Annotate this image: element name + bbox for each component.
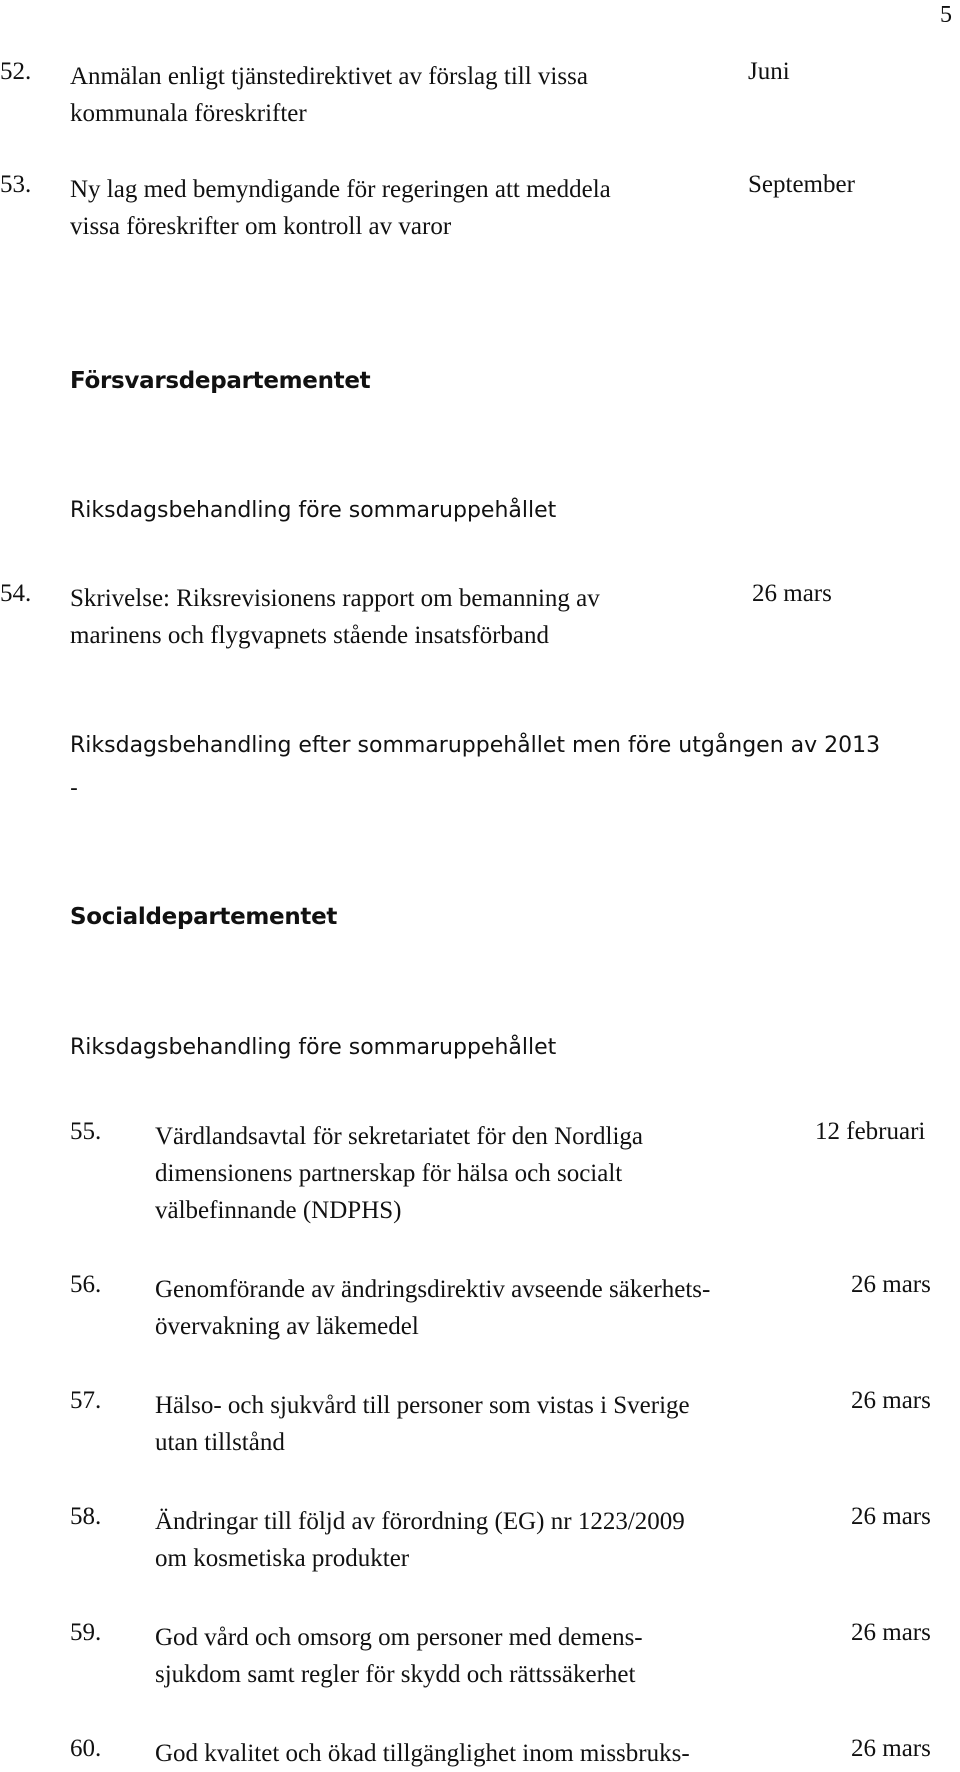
item-date: 26 mars	[851, 1503, 931, 1530]
item-title-line: dimensionens partnerskap för hälsa och socialt	[155, 1160, 623, 1187]
item-title-line: God vård och omsorg om personer med demens-	[155, 1624, 643, 1651]
item-title-line: om kosmetiska produkter	[155, 1545, 410, 1572]
item-title	[155, 1118, 643, 1229]
item-number: 55.	[70, 1118, 102, 1145]
item-title	[155, 1387, 690, 1461]
item-title-line: övervakning av läkemedel	[155, 1313, 419, 1340]
item-number: 59.	[70, 1619, 102, 1646]
item-title-line: Värdlandsavtal för sekretariatet för den Nordliga	[155, 1123, 643, 1150]
item-title-line: Hälso- och sjukvård till personer som vistas i Sverige	[155, 1392, 690, 1419]
empty-dash: -	[70, 776, 78, 801]
item-title-line: Skrivelse: Riksrevisionens rapport om bemanning av	[70, 585, 600, 612]
item-title	[70, 171, 611, 245]
page-number: 5	[940, 2, 952, 28]
item-number: 56.	[70, 1271, 102, 1298]
item-date: 26 mars	[752, 580, 832, 607]
department-heading: Försvarsdepartementet	[70, 368, 371, 394]
item-date: 12 februari	[815, 1118, 926, 1145]
item-number: 53.	[0, 171, 32, 198]
item-title-line: marinens och flygvapnets stående insatsförband	[70, 622, 550, 649]
item-number: 57.	[70, 1387, 102, 1414]
item-title-line: Genomförande av ändringsdirektiv avseende säkerhets-	[155, 1276, 711, 1303]
item-date: September	[748, 171, 855, 198]
item-date: 26 mars	[851, 1271, 931, 1298]
department-heading: Socialdepartementet	[70, 904, 338, 930]
item-number: 60.	[70, 1735, 102, 1762]
item-number: 58.	[70, 1503, 102, 1530]
section-subheading: Riksdagsbehandling efter sommaruppehållet men före utgången av 2013	[70, 733, 881, 758]
section-subheading: Riksdagsbehandling före sommaruppehållet	[70, 1035, 557, 1060]
item-title-line: God kvalitet och ökad tillgänglighet inom missbruks-	[155, 1740, 690, 1767]
item-date: 26 mars	[851, 1387, 931, 1414]
item-title-line: Ändringar till följd av förordning (EG) nr 1223/2009	[155, 1508, 685, 1535]
item-title-line: Anmälan enligt tjänstedirektivet av förslag till vissa	[70, 63, 588, 90]
item-title	[155, 1619, 643, 1693]
item-title	[155, 1271, 710, 1345]
item-title-line: Ny lag med bemyndigande för regeringen att meddela	[70, 176, 611, 203]
item-date: Juni	[748, 58, 790, 85]
item-title-line: vissa föreskrifter om kontroll av varor	[70, 213, 452, 240]
item-title-line: välbefinnande (NDPHS)	[155, 1197, 402, 1224]
item-title-line: kommunala föreskrifter	[70, 100, 307, 127]
item-title	[155, 1503, 685, 1577]
section-subheading: Riksdagsbehandling före sommaruppehållet	[70, 498, 557, 523]
item-number: 54.	[0, 580, 32, 607]
item-date: 26 mars	[851, 1619, 931, 1646]
item-title-line: utan tillstånd	[155, 1429, 285, 1456]
item-title	[70, 58, 588, 132]
item-title	[155, 1735, 690, 1772]
item-title-line: sjukdom samt regler för skydd och rättssäkerhet	[155, 1661, 636, 1688]
item-title	[70, 580, 600, 654]
item-date: 26 mars	[851, 1735, 931, 1762]
item-number: 52.	[0, 58, 32, 85]
